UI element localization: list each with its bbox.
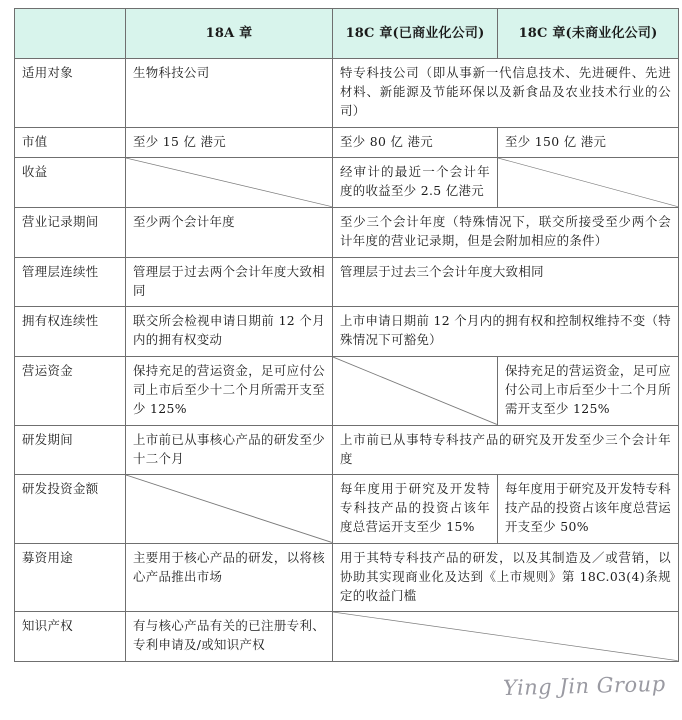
row-label-revenue: 收益 [15, 158, 126, 208]
table-row [15, 307, 679, 357]
cell-ch18a-management-continuity: 管理层于过去两个会计年度大致相同 [126, 257, 333, 307]
table-row [15, 208, 679, 258]
column-header-ch18c-noncommercialized: 18C 章(未商业化公司) [498, 9, 679, 59]
row-label-rnd-investment-amount: 研发投资金额 [15, 475, 126, 544]
table-row [15, 543, 679, 612]
diagonal-strike-icon [126, 158, 332, 207]
cell-ch18a-market-cap: 至少 15 亿 港元 [126, 127, 333, 158]
cell-ch18a-ownership-continuity: 联交所会检视申请日期前 12 个月内的拥有权变动 [126, 307, 333, 357]
cell-ch18a-working-capital: 保持充足的营运资金，足可应付公司上市后至少十二个月所需开支至少 125% [126, 357, 333, 426]
row-label-market-cap: 市值 [15, 127, 126, 158]
cell-ch18a-rnd-period: 上市前已从事核心产品的研发至少十二个月 [126, 425, 333, 475]
cell-ch18c-intellectual-property-not-applicable [333, 612, 679, 662]
table-row [15, 425, 679, 475]
cell-ch18c-comm-revenue: 经审计的最近一个会计年度的收益至少 2.5 亿港元 [333, 158, 498, 208]
cell-ch18a-applicable-target: 生物科技公司 [126, 59, 333, 128]
diagonal-strike-icon [498, 158, 678, 207]
table-row [15, 158, 679, 208]
listing-rules-comparison-table [14, 8, 679, 662]
row-label-ownership-continuity: 拥有权连续性 [15, 307, 126, 357]
table-header-row [15, 9, 679, 59]
cell-ch18c-noncomm-revenue-not-applicable [498, 158, 679, 208]
diagonal-strike-icon [333, 612, 678, 661]
cell-ch18c-comm-working-capital-not-applicable [333, 357, 498, 426]
row-label-intellectual-property: 知识产权 [15, 612, 126, 662]
table-body [15, 59, 679, 662]
cell-ch18c-comm-market-cap: 至少 80 亿 港元 [333, 127, 498, 158]
cell-ch18c-trading-record-period: 至少三个会计年度（特殊情况下，联交所接受至少两个会计年度的营业记录期，但是会附加相应的条件） [333, 208, 679, 258]
cell-ch18c-ownership-continuity: 上市申请日期前 12 个月内的拥有权和控制权维持不变（特殊情况下可豁免） [333, 307, 679, 357]
table-row [15, 612, 679, 662]
cell-ch18c-noncomm-market-cap: 至少 150 亿 港元 [498, 127, 679, 158]
row-label-applicable-target: 适用对象 [15, 59, 126, 128]
row-label-use-of-proceeds: 募资用途 [15, 543, 126, 612]
table-row [15, 127, 679, 158]
table-row [15, 59, 679, 128]
cell-ch18c-noncomm-rnd-investment: 每年度用于研究及开发特专科技产品的投资占该年度总营运开支至少 50% [498, 475, 679, 544]
cell-ch18c-applicable-target: 特专科技公司（即从事新一代信息技术、先进硬件、先进材料、新能源及节能环保以及新食品及农业技术行业的公司） [333, 59, 679, 128]
cell-ch18a-use-of-proceeds: 主要用于核心产品的研发，以将核心产品推出市场 [126, 543, 333, 612]
column-header-ch18c-commercialized: 18C 章(已商业化公司) [333, 9, 498, 59]
row-label-working-capital: 营运资金 [15, 357, 126, 426]
row-label-management-continuity: 管理层连续性 [15, 257, 126, 307]
cell-ch18c-comm-rnd-investment: 每年度用于研究及开发特专科技产品的投资占该年度总营运开支至少 15% [333, 475, 498, 544]
cell-ch18a-revenue-not-applicable [126, 158, 333, 208]
cell-ch18c-management-continuity: 管理层于过去三个会计年度大致相同 [333, 257, 679, 307]
cell-ch18c-noncomm-working-capital: 保持充足的营运资金，足可应付公司上市后至少十二个月所需开支至少 125% [498, 357, 679, 426]
column-header-criterion [15, 9, 126, 59]
cell-ch18a-rnd-investment-not-applicable [126, 475, 333, 544]
cell-ch18c-use-of-proceeds: 用于其特专科技产品的研发，以及其制造及／或营销，以协助其实现商业化及达到《上市规则》第 18C.03(4)条规定的收益门槛 [333, 543, 679, 612]
diagonal-strike-icon [126, 475, 332, 543]
table-row [15, 475, 679, 544]
table-row [15, 357, 679, 426]
table-header [15, 9, 679, 59]
diagonal-strike-icon [333, 357, 497, 425]
cell-ch18a-intellectual-property: 有与核心产品有关的已注册专利、专利申请及/或知识产权 [126, 612, 333, 662]
cell-ch18a-trading-record-period: 至少两个会计年度 [126, 208, 333, 258]
column-header-ch18a: 18A 章 [126, 9, 333, 59]
watermark-ying-jin-group: Ying Jin Group [503, 671, 667, 701]
table-row [15, 257, 679, 307]
cell-ch18c-rnd-period: 上市前已从事特专科技产品的研究及开发至少三个会计年度 [333, 425, 679, 475]
row-label-trading-record-period: 营业记录期间 [15, 208, 126, 258]
row-label-rnd-period: 研发期间 [15, 425, 126, 475]
